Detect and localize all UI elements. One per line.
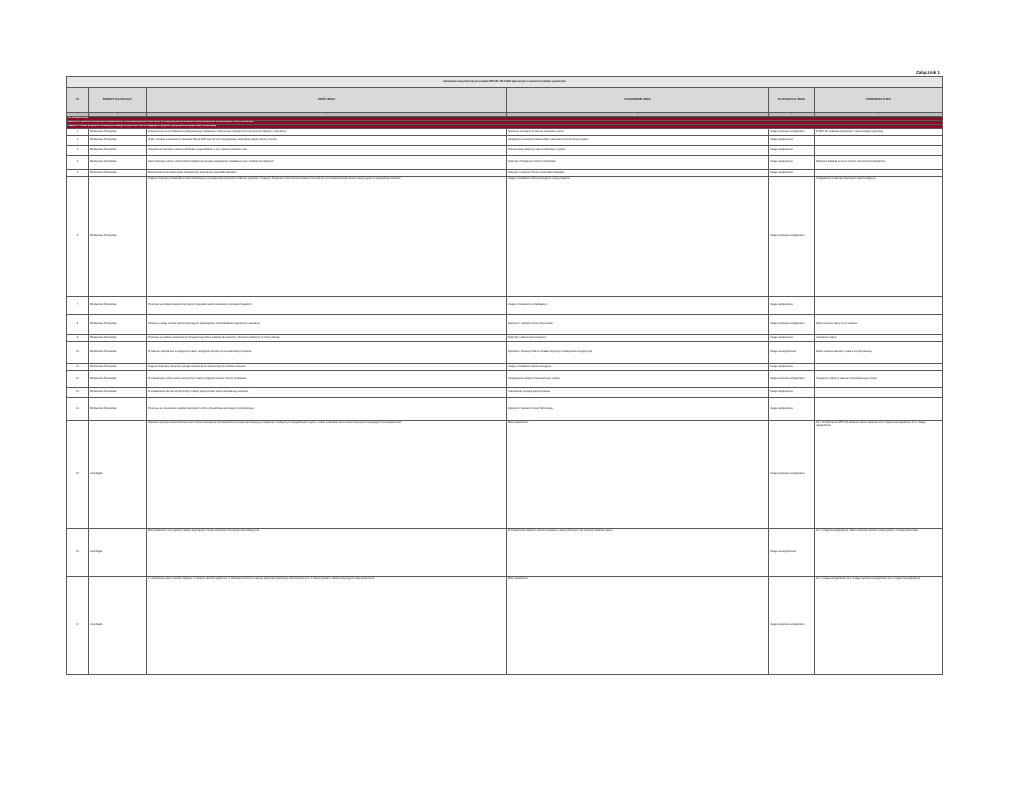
iz-rpo-position: Ad 1. Uwaga nieuwzględniona. Zakres wsparcia określony został zgodnie z Umową Partnerstwa. [815,529,943,577]
submitting-entity: Ministerstwo Środowiska [89,146,147,156]
iz-rpo-position [815,388,943,398]
column-header-podmiot: PODMIOT ZGŁASZAJĄCY [89,88,147,113]
table-row [67,398,943,421]
row-number: 11 [67,364,89,371]
column-header-uzasadnienie: UZASADNIENIE UWAGI [507,88,769,113]
comment-justification: Spójność z Programem Ochrony Środowiska. [507,156,769,170]
table-row [67,315,943,335]
submitting-entity: Ministerstwo Środowiska [89,398,147,421]
comment-text: Wsparcie instytucji otoczenia biznesu oraz rozwój innowacyjności przedsiębiorstw wymaga wyraźniejszego powiązania z inteligentnymi specjalizacjami regionu, a także wskazania instrumentów finansowych wspierających przedsiębiorczość. [147,421,507,529]
comment-justification: Uzasadnienie wymaga doprecyzowania. [507,388,769,398]
table-row [67,335,943,342]
row-number: 15 [67,421,89,529]
comment-classification: Uwaga częściowo uwzględniona [769,421,815,529]
comment-classification: Uwaga uwzględniona [769,398,815,421]
comment-text: Proponuje się dodanie zapisów dotyczących gospodarki wodno-ściekowej na obszarach wiejskich. [147,297,507,315]
row-number: 17 [67,577,89,675]
iz-rpo-position: Wskazano działania na rzecz ochrony różnorodności biologicznej. [815,156,943,170]
row-number: 8 [67,315,89,335]
submitting-entity: Ministerstwo Środowiska [89,156,147,170]
comment-classification: Uwaga nieuwzględniona [769,342,815,364]
comment-classification: Uwaga uwzględniona [769,388,815,398]
table-row [67,170,943,177]
table-row [67,577,943,675]
submitting-entity: Ministerstwo Środowiska [89,335,147,342]
iz-rpo-position: W RPO WL wskazano powiązania z celami strategii regionalnej. [815,129,943,136]
column-number: 4 [507,113,769,117]
comment-justification: Uwaga o charakterze doprecyzowującym. [507,364,769,371]
column-header-stanowisko: STANOWISKO IZ RPO [815,88,943,113]
table-body [67,129,943,675]
iz-rpo-position: Uzupełniono zapisy w zakresie zrównoważonego rozwoju. [815,371,943,388]
submitting-entity: Ministerstwo Środowiska [89,315,147,335]
comment-text: W pkt. 1 brakuje odniesienia do obszarów Natura 2000 oraz ich roli w przygotowaniu regionalnej polityki ochrony przyrody. [147,136,507,146]
comment-classification: Uwaga uwzględniona [769,136,815,146]
row-number: 7 [67,297,89,315]
comment-justification: Uwzględnienie zasady zrównoważonego rozwoju. [507,371,769,388]
comment-classification: Uwaga uwzględniona [769,156,815,170]
column-number: 1 [67,113,89,117]
comment-text: W uzasadnieniu wyboru celów tematycznych należy uwzględnić kwestie ochrony środowiska. [147,371,507,388]
row-number: 2 [67,136,89,146]
column-number: 6 [815,113,943,117]
submitting-entity: Unia Rąglia [89,421,147,529]
comment-justification: Uwaga o charakterze doprecyzowującym zapisy programu. [507,177,769,297]
comment-justification: Brak uzasadnienia. [507,577,769,675]
consultation-table [66,76,943,675]
row-number: 3 [67,146,89,156]
comment-classification: Uwaga częściowo uwzględniona [769,315,815,335]
table-row [67,156,943,170]
comment-text: Zwraca się uwagę na brak zapisów dotyczących zapobiegania i przeciwdziałania zagrożeniom naturalnym. [147,315,507,335]
row-number: 13 [67,388,89,398]
comment-classification: Uwaga częściowo uwzględniona [769,129,815,136]
table-row [67,388,943,398]
comment-justification: Brak uzasadnienia. [507,421,769,529]
comment-classification: Uwaga nieuwzględniona [769,529,815,577]
comment-classification: Uwaga uwzględniona [769,364,815,371]
table-row [67,136,943,146]
column-header-klasyfikacja: KLASYFIKACJA UWAGI [769,88,815,113]
comment-classification: Uwaga uwzględniona [769,297,815,315]
comment-text: W uzasadnieniu dla celu tematycznego 6 należy doprecyzować zakres planowanego wsparcia. [147,388,507,398]
table-row [67,364,943,371]
row-number: 10 [67,342,89,364]
row-number: 4 [67,156,89,170]
iz-rpo-position [815,170,943,177]
comment-classification: Uwaga częściowo uwzględniona [769,371,815,388]
comment-text: Brak odniesienia do dokumentów strategicznych dotyczących gospodarki odpadami. [147,170,507,177]
iz-rpo-position: Doprecyzowano zapisy w tym zakresie. [815,315,943,335]
table-row [67,421,943,529]
submitting-entity: Ministerstwo Środowiska [89,177,147,297]
row-number: 16 [67,529,89,577]
comment-text: Proponuje się dodanie odniesienia do Strategicznego Planu Adaptacji dla sektorów i obszarów wrażliwych na zmiany klimatu. [147,335,507,342]
column-header-lp: LP. [67,88,89,113]
column-number: 3 [147,113,507,117]
comment-text: Fragment dotyczący transportu wymaga odniesienia do niskoemisyjnych środków transportu. [147,364,507,371]
comment-text: Uzupełnienie informacji o stanie środowiska w województwie, w tym o jakości powietrza i wód. [147,146,507,156]
comment-justification: Spójność z dokumentami krajowymi. [507,335,769,342]
iz-rpo-position: Uzupełniono zapisy. [815,335,943,342]
submitting-entity: Ministerstwo Środowiska [89,170,147,177]
comment-text: Zapis dotyczący ochrony różnorodności biologicznej wymaga uzupełnienia o działania na rzecz siedlisk przyrodniczych. [147,156,507,170]
iz-rpo-position [815,297,943,315]
submitting-entity: Ministerstwo Środowiska [89,342,147,364]
attachment-label: Załącznik 1 [915,70,940,75]
submitting-entity: Ministerstwo Środowiska [89,129,147,136]
comment-justification: Zgodność z Krajowym Planem Działań dotyczącym efektywności energetycznej. [507,342,769,364]
comment-justification: Zgodność z zapisami Umowy Partnerstwa. [507,398,769,421]
section-heading: WPROWADZENIE [67,117,943,121]
table-row [67,129,943,136]
row-number: 5 [67,170,89,177]
iz-rpo-position [815,398,943,421]
table-row [67,529,943,577]
comment-justification: Spójność z Krajowym Planem Gospodarki Odpadami. [507,170,769,177]
iz-rpo-position: Ad 1. Uwaga uwzględniona. Ad 2. Uwaga częściowo uwzględniona. Ad 3. Uwaga nieuwzględniona. [815,577,943,675]
comment-text: Brak wskazania w celu ogólnym zapisów dotyczących rozwoju technologii informacyjno-komunikacyjnych. [147,529,507,577]
row-number: 6 [67,177,89,297]
iz-rpo-position: Uwzględniono w zakresie dotyczącym zapisów diagnozy. [815,177,943,297]
section-heading: Sekcja 1.1 Wkład programu w realizację strategii Europa 2020 oraz w osiągnięcie spójności gospodarczej społecznej i terytorialnej [67,125,943,129]
row-number: 9 [67,335,89,342]
submitting-entity: Ministerstwo Środowiska [89,136,147,146]
table-title: Zestawienie uwag dotyczących projektu RPO WL 2014-2020 zgłoszonych w ramach konsultacji społecznych [67,77,943,88]
comment-text: 1. Uzupełnienie opisu o kwestie związane z rozwojem ekonomii społecznej. 2. Wskazanie potrzeb w zakresie aktywizacji zawodowej osób wykluczonych. 3. Doprecyzowanie zapisów dotyczących usług społecznych. [147,577,507,675]
iz-rpo-position [815,146,943,156]
submitting-entity: Ministerstwo Środowiska [89,297,147,315]
iz-rpo-position [815,136,943,146]
comment-classification: Uwaga uwzględniona [769,146,815,156]
header-row [67,88,943,113]
submitting-entity: Unia Rąglia [89,577,147,675]
comment-justification: Uwaga o charakterze porządkującym. [507,297,769,315]
table-row [67,342,943,364]
iz-rpo-position [815,364,943,371]
iz-rpo-position: Ad 1. W dokumencie RPO WL wskazano zakres wsparcia. Ad 2. Uwaga nieuwzględniona. Ad 3. Uwaga uwzględniona. [815,421,943,529]
comment-text: Fragment dotyczący infrastruktury wodno-kanalizacyjnej wymaga doprecyzowania w zakresie zgodności z Krajowym Programem Oczyszczania Ścieków Komunalnych oraz wskazania skali potrzeb inwestycyjnych w województwie lubelskim. [147,177,507,297]
comment-classification: Uwaga uwzględniona [769,170,815,177]
comment-classification: Uwaga uwzględniona [769,335,815,342]
table-row [67,297,943,315]
column-header-tresc: TREŚĆ UWAGI [147,88,507,113]
row-number: 1 [67,129,89,136]
submitting-entity: Ministerstwo Środowiska [89,388,147,398]
row-number: 14 [67,398,89,421]
comment-classification: Uwaga częściowo uwzględniona [769,577,815,675]
table-row [67,177,943,297]
column-number: 5 [769,113,815,117]
submitting-entity: Ministerstwo Środowiska [89,371,147,388]
comment-justification: Uwzględnienie obszarów Natura 2000 w planowaniu przestrzennym regionu. [507,136,769,146]
comment-classification: Uwaga częściowo uwzględniona [769,177,815,297]
table-row [67,146,943,156]
comment-text: Proponuje się uzupełnienie zapisów dotyczących ochrony dziedzictwa kulturowego i przyrodniczego. [147,398,507,421]
submitting-entity: Ministerstwo Środowiska [89,364,147,371]
comment-justification: Potrzeba pełnej diagnozy stanu środowiska w regionie. [507,146,769,156]
row-number: 12 [67,371,89,388]
comment-justification: Zgodność z zapisami Umowy Partnerstwa. [507,315,769,335]
section-heading: SEKCJA 1. WKŁAD PROGRAMU W REALIZACJĘ STRATEGII EUROPA 2020 ORAZ W OSIĄGNIĘCIE SPÓJNOŚCI GOSPODARCZEJ SPOŁECZNEJ I TERYTORIALNEJ [67,121,943,125]
submitting-entity: Unia Rąglia [89,529,147,577]
iz-rpo-position: Zakres wsparcia określony został w osi priorytetowej. [815,342,943,364]
comment-text: W zakresie efektywności energetycznej należy uwzględnić potrzeby termomodernizacji budynków. [147,342,507,364]
comment-justification: W uzasadnieniu wskazano potrzebę wsparcia e-usług publicznych oraz cyfryzacji zasobów regionu. [507,529,769,577]
column-number: 2 [89,113,147,117]
comment-justification: Spełnienie przesłanek w zakresie warunków ex-ante. [507,129,769,136]
table-row [67,371,943,388]
comment-text: W dokumencie nie przedstawiono ścisłego/jasnego powiązania z dokumentami strategicznymi na poziomie krajowym i regionalnym. [147,129,507,136]
